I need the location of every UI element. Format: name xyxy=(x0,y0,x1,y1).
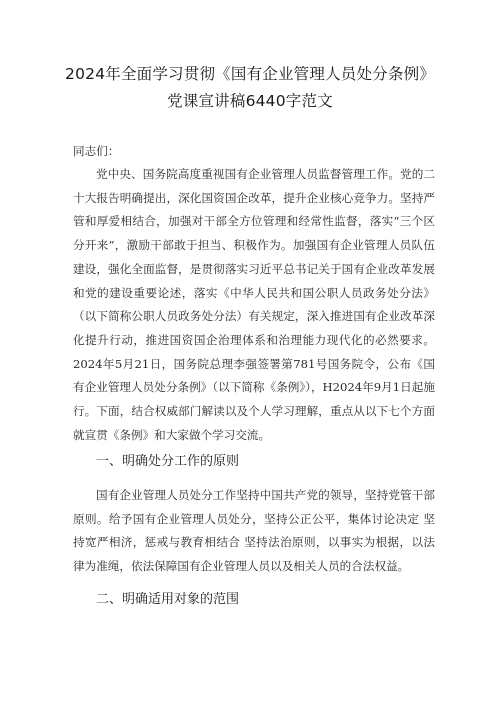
greeting: 同志们： xyxy=(73,144,120,158)
section-heading-2: 二、明确适用对象的范围 xyxy=(96,592,240,607)
document-title-line1: 2024年全面学习贯彻《国有企业管理人员处分条例》 xyxy=(65,65,435,83)
document-title-line2: 党课宣讲稿6440字范文 xyxy=(167,92,333,110)
section1-paragraph: 国有企业管理人员处分工作坚持中国共产党的领导，坚持党管干部原则。给予国有企业管理人员处分，坚持公正公平，集体讨论决定 坚持宽严相济，惩戒与教育相结合 坚持法治原则，以事实为根据，以法律为准绳，依法保障国有企业管理人员以及相关人员的合法权益。 xyxy=(73,488,435,574)
intro-paragraph: 党中央、国务院高度重视国有企业管理人员监督管理工作。党的二十大报告明确提出，深化国资国企改革，提升企业核心竞争力。坚持严管和厚爱相结合，加强对干部全方位管理和经常性监督，落实“三个区分开来”，激励干部敢于担当、积极作为。加强国有企业管理人员队伍建设，强化全面监督，是贯彻落实习近平总书记关于国有企业改革发展和党的建设重要论述，落实《中华人民共和国公职人员政务处分法》（以下简称公职人员政务处分法）有关规定，深入推进国有企业改革深化提升行动，推进国资国企治理体系和治理能力现代化的必然要求。2024年5月21日，国务院总理李强签署第781号国务院令，公布《国有企业管理人员处分条例》（以下简称《条例》），H2024年9月1日起施行。下面，结合权威部门解读以及个人学习理解，重点从以下七个方面就宣贯《条例》和大家做个学习交流。 xyxy=(73,167,435,442)
section-heading-1: 一、明确处分工作的原则 xyxy=(96,454,240,469)
